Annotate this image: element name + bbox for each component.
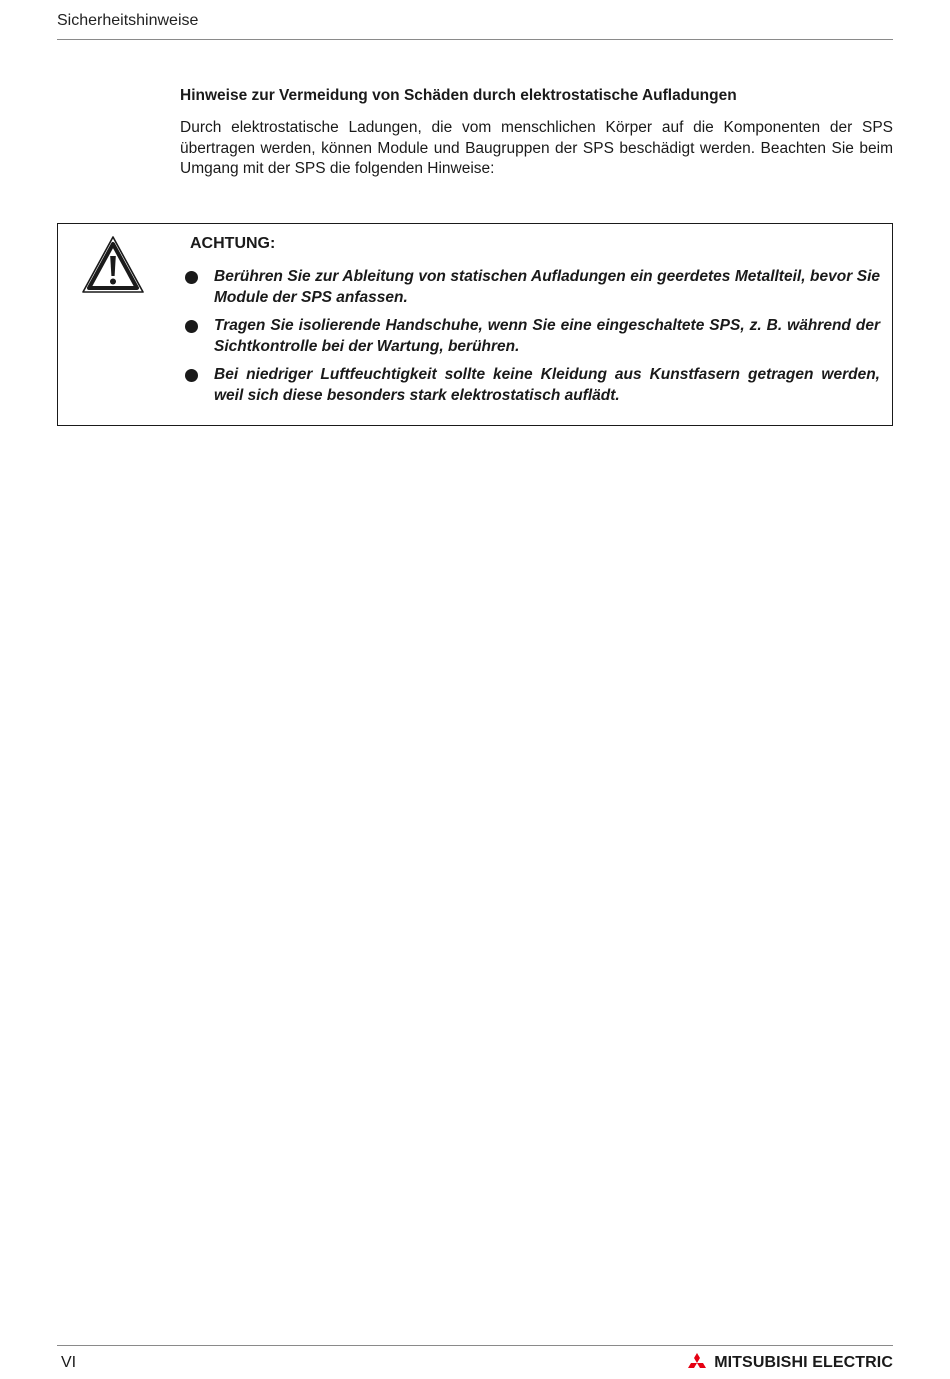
bullet-icon <box>185 369 198 382</box>
header-divider <box>57 39 893 40</box>
warning-item-text: Tragen Sie isolierende Handschuhe, wenn Sie eine eingeschaltete SPS, z. B. während der Sichtkontrolle bei der Wartung, berühren. <box>214 317 880 355</box>
warning-triangle-icon <box>80 234 146 296</box>
warning-item-text: Bei niedriger Luftfeuchtigkeit sollte keine Kleidung aus Kunstfasern getragen werden, weil sich diese besonders stark elektrostatisch auflädt. <box>214 366 880 404</box>
bullet-icon <box>185 271 198 284</box>
running-head: Sicherheitshinweise <box>57 12 199 29</box>
three-diamonds-logo-icon <box>685 1352 709 1374</box>
warning-item <box>182 316 880 357</box>
warning-item <box>182 365 880 406</box>
footer-divider <box>57 1345 893 1346</box>
warning-item <box>182 267 880 308</box>
intro-paragraph: Durch elektrostatische Ladungen, die vom menschlichen Körper auf die Komponenten der SPS übertragen werden, können Module und Baugruppen der SPS beschädigt werden. Beachten Sie beim Umgang mit der SPS die folgenden Hinweise: <box>180 119 893 177</box>
bullet-icon <box>185 320 198 333</box>
brand <box>685 1350 893 1376</box>
warning-item-text: Berühren Sie zur Ableitung von statischen Aufladungen ein geerdetes Metallteil, bevor Sie Module der SPS anfassen. <box>214 268 880 306</box>
warning-list <box>182 267 880 414</box>
warning-heading: ACHTUNG: <box>190 235 276 252</box>
warning-box <box>57 223 893 426</box>
brand-name: MITSUBISHI ELECTRIC <box>714 1354 893 1371</box>
page-number: VI <box>61 1354 77 1371</box>
section-title: Hinweise zur Vermeidung von Schäden durch elektrostatische Aufladungen <box>180 87 737 104</box>
